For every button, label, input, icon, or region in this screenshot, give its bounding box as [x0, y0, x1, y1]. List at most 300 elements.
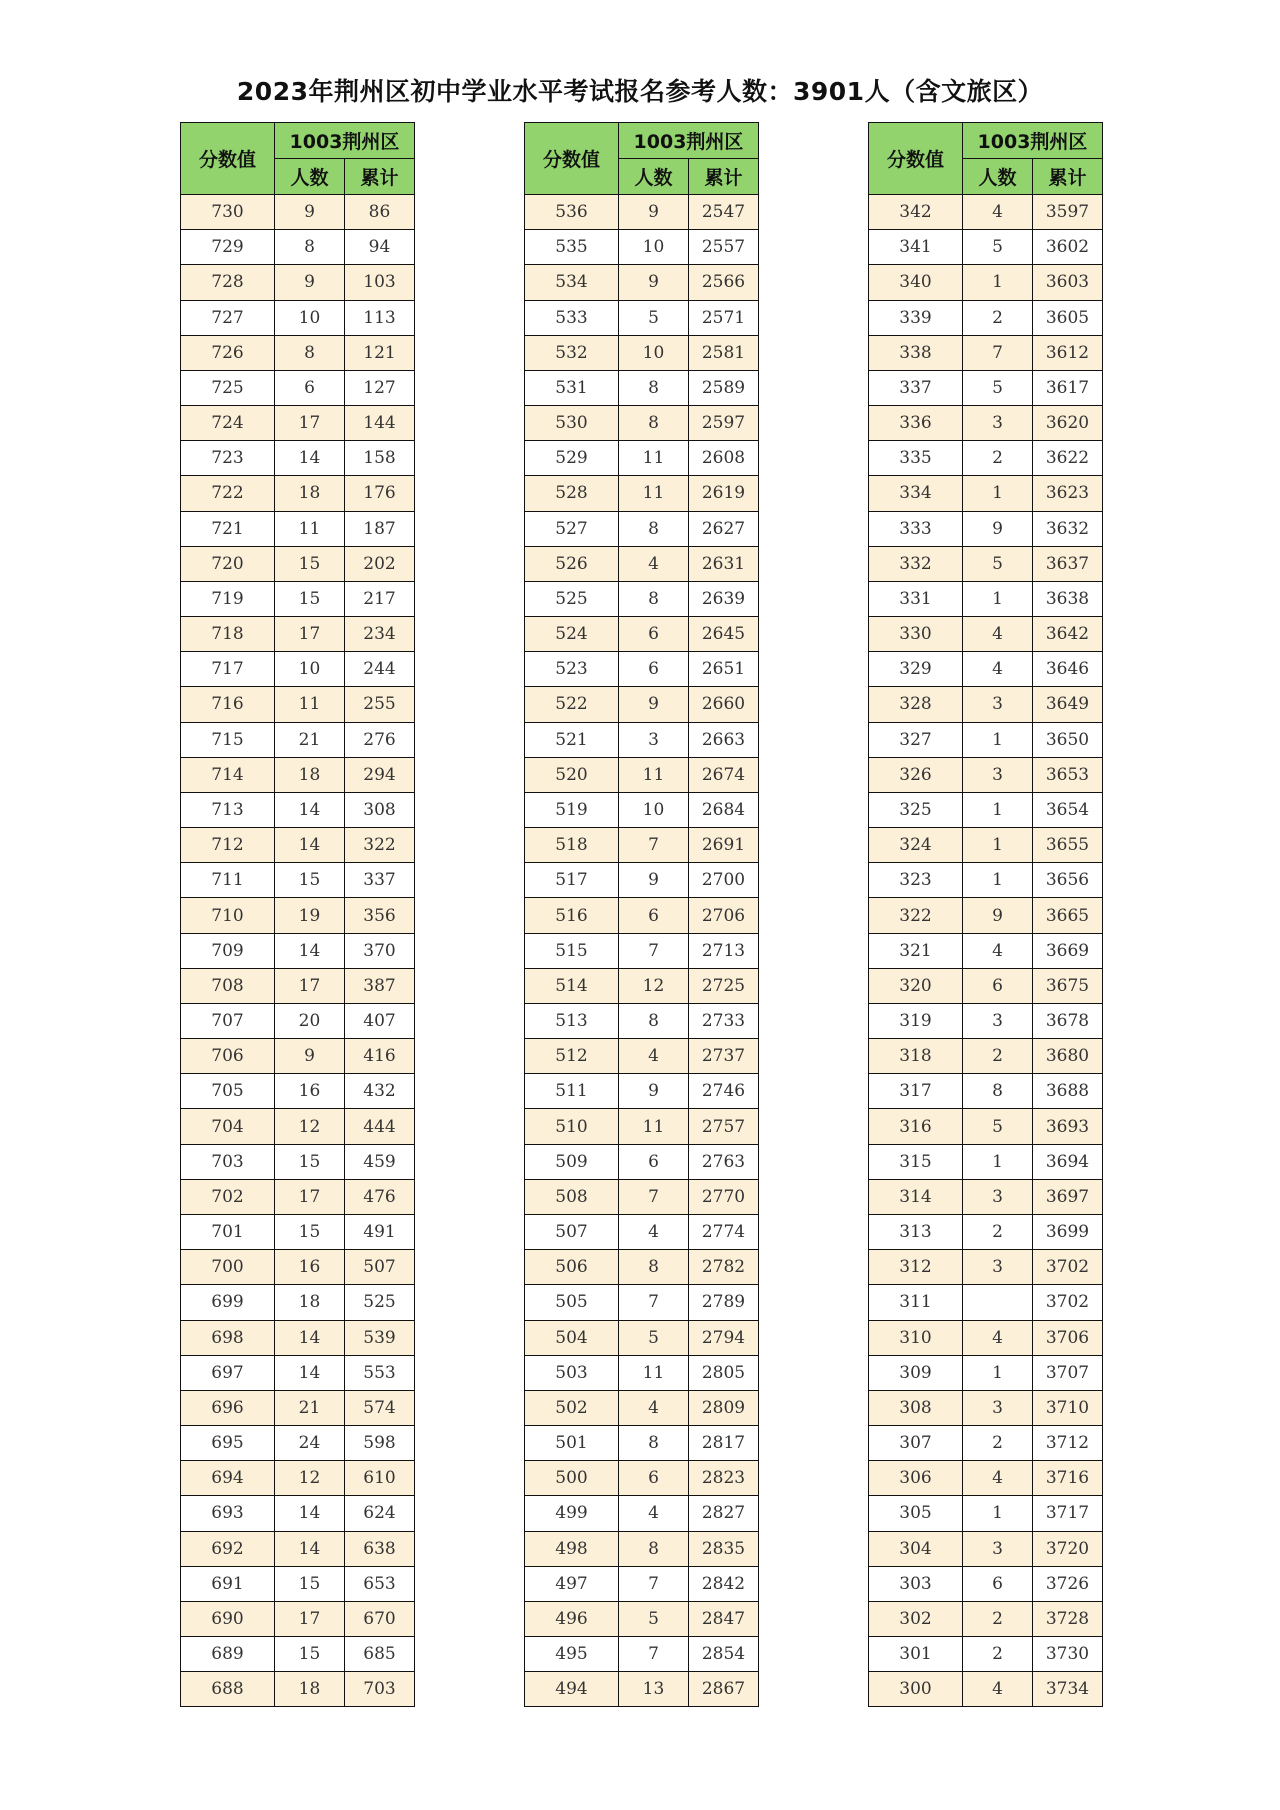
score-cell: 688 — [181, 1672, 275, 1707]
cumulative-cell: 294 — [345, 757, 415, 792]
count-cell: 7 — [619, 828, 689, 863]
count-cell: 11 — [619, 1355, 689, 1390]
cumulative-cell: 574 — [345, 1390, 415, 1425]
score-cell: 334 — [869, 476, 963, 511]
cumulative-cell: 2835 — [689, 1531, 759, 1566]
cumulative-cell: 2867 — [689, 1672, 759, 1707]
cumulative-cell: 3620 — [1033, 406, 1103, 441]
score-cell: 716 — [181, 687, 275, 722]
cumulative-cell: 539 — [345, 1320, 415, 1355]
table-row — [869, 1426, 1103, 1461]
score-cell: 336 — [869, 406, 963, 441]
count-cell: 3 — [963, 1003, 1033, 1038]
table-row — [869, 1601, 1103, 1636]
cumulative-cell: 3699 — [1033, 1214, 1103, 1249]
table-row — [525, 1109, 759, 1144]
cumulative-cell: 2789 — [689, 1285, 759, 1320]
count-cell: 2 — [963, 441, 1033, 476]
count-cell: 11 — [619, 1109, 689, 1144]
table-row — [525, 1003, 759, 1038]
cumulative-cell: 308 — [345, 792, 415, 827]
score-cell: 715 — [181, 722, 275, 757]
cumulative-cell: 444 — [345, 1109, 415, 1144]
cumulative-cell: 2847 — [689, 1601, 759, 1636]
count-cell: 9 — [963, 511, 1033, 546]
count-cell: 16 — [275, 1074, 345, 1109]
score-cell: 705 — [181, 1074, 275, 1109]
table-row — [869, 1320, 1103, 1355]
cumulative-cell: 121 — [345, 335, 415, 370]
cumulative-cell: 337 — [345, 863, 415, 898]
cumulative-cell: 3734 — [1033, 1672, 1103, 1707]
score-cell: 507 — [525, 1214, 619, 1249]
cumulative-cell: 234 — [345, 617, 415, 652]
count-cell: 10 — [619, 230, 689, 265]
cumulative-cell: 507 — [345, 1250, 415, 1285]
table-row — [181, 757, 415, 792]
score-cell: 509 — [525, 1144, 619, 1179]
score-cell: 502 — [525, 1390, 619, 1425]
cumulative-cell: 387 — [345, 968, 415, 1003]
table-row — [869, 1672, 1103, 1707]
count-cell: 4 — [963, 933, 1033, 968]
count-cell: 14 — [275, 1496, 345, 1531]
count-cell: 4 — [963, 195, 1033, 230]
count-cell: 7 — [963, 335, 1033, 370]
table-row — [181, 617, 415, 652]
score-cell: 533 — [525, 300, 619, 335]
cumulative-cell: 3730 — [1033, 1637, 1103, 1672]
table-row — [525, 546, 759, 581]
cumulative-cell: 2823 — [689, 1461, 759, 1496]
count-cell: 4 — [963, 652, 1033, 687]
table-row — [869, 441, 1103, 476]
cumulative-cell: 144 — [345, 406, 415, 441]
table-row — [181, 968, 415, 1003]
cumulative-cell: 2805 — [689, 1355, 759, 1390]
cumulative-cell: 3597 — [1033, 195, 1103, 230]
score-cell: 692 — [181, 1531, 275, 1566]
cumulative-cell: 3694 — [1033, 1144, 1103, 1179]
table-row — [525, 722, 759, 757]
cumulative-cell: 86 — [345, 195, 415, 230]
table-row — [181, 1390, 415, 1425]
table-row — [525, 1355, 759, 1390]
cumulative-cell: 3653 — [1033, 757, 1103, 792]
table-row — [525, 1039, 759, 1074]
cumulative-cell: 2684 — [689, 792, 759, 827]
cumulative-cell: 187 — [345, 511, 415, 546]
table-row — [525, 687, 759, 722]
cumulative-cell: 2746 — [689, 1074, 759, 1109]
table-row — [181, 652, 415, 687]
count-cell: 4 — [963, 1672, 1033, 1707]
table-row — [869, 863, 1103, 898]
score-cell: 337 — [869, 370, 963, 405]
table-row — [181, 1214, 415, 1249]
score-cell: 495 — [525, 1637, 619, 1672]
cumulative-cell: 3603 — [1033, 265, 1103, 300]
count-cell: 8 — [619, 511, 689, 546]
count-cell: 17 — [275, 968, 345, 1003]
cumulative-cell: 3675 — [1033, 968, 1103, 1003]
score-cell: 710 — [181, 898, 275, 933]
cumulative-cell: 653 — [345, 1566, 415, 1601]
count-cell: 8 — [619, 1250, 689, 1285]
cumulative-cell: 2571 — [689, 300, 759, 335]
table-row — [869, 300, 1103, 335]
score-cell: 301 — [869, 1637, 963, 1672]
count-cell: 18 — [275, 757, 345, 792]
cumulative-cell: 3680 — [1033, 1039, 1103, 1074]
cumulative-cell: 2827 — [689, 1496, 759, 1531]
table-row — [525, 441, 759, 476]
count-cell: 15 — [275, 1144, 345, 1179]
table-row — [181, 300, 415, 335]
table-row — [181, 581, 415, 616]
score-cell: 529 — [525, 441, 619, 476]
table-row — [869, 722, 1103, 757]
score-cell: 306 — [869, 1461, 963, 1496]
cumulative-cell: 356 — [345, 898, 415, 933]
score-cell: 331 — [869, 581, 963, 616]
score-cell: 302 — [869, 1601, 963, 1636]
count-cell: 4 — [963, 1461, 1033, 1496]
cumulative-cell: 3706 — [1033, 1320, 1103, 1355]
table-row — [181, 1461, 415, 1496]
table-row — [525, 1390, 759, 1425]
table-row — [525, 230, 759, 265]
table-row — [525, 265, 759, 300]
table-row — [869, 511, 1103, 546]
score-cell: 698 — [181, 1320, 275, 1355]
score-header: 分数值 — [869, 123, 963, 195]
table-row — [525, 1285, 759, 1320]
count-cell: 9 — [619, 195, 689, 230]
cumulative-cell: 2581 — [689, 335, 759, 370]
count-cell: 9 — [619, 687, 689, 722]
table-row — [869, 1531, 1103, 1566]
cumulative-cell: 2589 — [689, 370, 759, 405]
count-cell: 3 — [963, 1250, 1033, 1285]
count-cell: 6 — [619, 1144, 689, 1179]
count-cell: 7 — [619, 1179, 689, 1214]
count-cell: 1 — [963, 1496, 1033, 1531]
score-cell: 333 — [869, 511, 963, 546]
score-cell: 699 — [181, 1285, 275, 1320]
table-row — [869, 1214, 1103, 1249]
score-cell: 706 — [181, 1039, 275, 1074]
count-cell: 12 — [275, 1461, 345, 1496]
table-row — [181, 1355, 415, 1390]
score-table-3 — [868, 122, 1103, 1707]
score-cell: 724 — [181, 406, 275, 441]
table-row — [869, 652, 1103, 687]
score-cell: 330 — [869, 617, 963, 652]
score-cell: 317 — [869, 1074, 963, 1109]
cumulative-cell: 2817 — [689, 1426, 759, 1461]
score-cell: 704 — [181, 1109, 275, 1144]
score-cell: 691 — [181, 1566, 275, 1601]
cumulative-cell: 3622 — [1033, 441, 1103, 476]
table-row — [525, 1426, 759, 1461]
table-row — [869, 476, 1103, 511]
count-cell: 7 — [619, 933, 689, 968]
score-cell: 729 — [181, 230, 275, 265]
district-header: 1003荆州区 — [619, 123, 759, 159]
count-cell: 1 — [963, 828, 1033, 863]
count-cell: 14 — [275, 1320, 345, 1355]
count-cell: 21 — [275, 722, 345, 757]
cumulative-cell: 685 — [345, 1637, 415, 1672]
score-cell: 504 — [525, 1320, 619, 1355]
table-row — [525, 195, 759, 230]
count-cell: 9 — [275, 1039, 345, 1074]
score-cell: 728 — [181, 265, 275, 300]
table-row — [181, 1531, 415, 1566]
count-cell: 5 — [619, 1601, 689, 1636]
score-cell: 318 — [869, 1039, 963, 1074]
cumulative-cell: 624 — [345, 1496, 415, 1531]
cumulative-cell: 2725 — [689, 968, 759, 1003]
score-cell: 305 — [869, 1496, 963, 1531]
table-body — [869, 195, 1103, 1707]
table-row — [181, 1637, 415, 1672]
count-cell: 18 — [275, 1672, 345, 1707]
table-row — [869, 1496, 1103, 1531]
table-row — [869, 1637, 1103, 1672]
score-cell: 520 — [525, 757, 619, 792]
cumulative-cell: 3650 — [1033, 722, 1103, 757]
table-row — [869, 1461, 1103, 1496]
cumulative-header: 累计 — [1033, 159, 1103, 195]
score-cell: 525 — [525, 581, 619, 616]
score-cell: 320 — [869, 968, 963, 1003]
table-row — [869, 230, 1103, 265]
score-cell: 528 — [525, 476, 619, 511]
count-cell: 5 — [963, 1109, 1033, 1144]
cumulative-cell: 2651 — [689, 652, 759, 687]
count-cell: 2 — [963, 1601, 1033, 1636]
count-cell: 8 — [619, 1003, 689, 1038]
cumulative-cell: 2842 — [689, 1566, 759, 1601]
score-cell: 518 — [525, 828, 619, 863]
count-cell: 19 — [275, 898, 345, 933]
count-cell: 3 — [963, 1179, 1033, 1214]
score-cell: 324 — [869, 828, 963, 863]
score-cell: 702 — [181, 1179, 275, 1214]
score-cell: 517 — [525, 863, 619, 898]
count-cell: 8 — [619, 406, 689, 441]
cumulative-cell: 103 — [345, 265, 415, 300]
score-cell: 531 — [525, 370, 619, 405]
cumulative-cell: 255 — [345, 687, 415, 722]
score-cell: 505 — [525, 1285, 619, 1320]
table-row — [181, 1496, 415, 1531]
score-cell: 311 — [869, 1285, 963, 1320]
cumulative-cell: 2706 — [689, 898, 759, 933]
score-cell: 701 — [181, 1214, 275, 1249]
count-cell: 7 — [619, 1285, 689, 1320]
score-cell: 335 — [869, 441, 963, 476]
score-cell: 725 — [181, 370, 275, 405]
table-row — [181, 1672, 415, 1707]
count-cell: 8 — [619, 1426, 689, 1461]
score-cell: 332 — [869, 546, 963, 581]
score-table-2 — [524, 122, 759, 1707]
table-row — [869, 1179, 1103, 1214]
table-row — [181, 863, 415, 898]
table-row — [181, 1320, 415, 1355]
count-cell: 7 — [619, 1566, 689, 1601]
score-cell: 309 — [869, 1355, 963, 1390]
cumulative-cell: 2627 — [689, 511, 759, 546]
table-row — [181, 933, 415, 968]
score-cell: 328 — [869, 687, 963, 722]
score-cell: 497 — [525, 1566, 619, 1601]
cumulative-cell: 459 — [345, 1144, 415, 1179]
cumulative-cell: 2547 — [689, 195, 759, 230]
count-cell: 3 — [963, 757, 1033, 792]
cumulative-cell: 3697 — [1033, 1179, 1103, 1214]
count-cell: 4 — [963, 1320, 1033, 1355]
score-cell: 313 — [869, 1214, 963, 1249]
score-cell: 721 — [181, 511, 275, 546]
table-row — [525, 1531, 759, 1566]
count-cell: 10 — [619, 335, 689, 370]
count-cell: 15 — [275, 863, 345, 898]
cumulative-cell: 158 — [345, 441, 415, 476]
count-cell: 9 — [619, 265, 689, 300]
count-cell: 6 — [619, 652, 689, 687]
count-cell: 2 — [963, 1214, 1033, 1249]
cumulative-cell: 3642 — [1033, 617, 1103, 652]
cumulative-cell: 370 — [345, 933, 415, 968]
score-cell: 321 — [869, 933, 963, 968]
count-cell: 9 — [619, 1074, 689, 1109]
score-cell: 513 — [525, 1003, 619, 1038]
cumulative-cell: 3702 — [1033, 1250, 1103, 1285]
score-cell: 708 — [181, 968, 275, 1003]
table-row — [181, 265, 415, 300]
cumulative-cell: 2645 — [689, 617, 759, 652]
count-cell: 2 — [963, 1426, 1033, 1461]
count-cell: 2 — [963, 1637, 1033, 1672]
score-cell: 508 — [525, 1179, 619, 1214]
count-cell: 10 — [619, 792, 689, 827]
count-cell: 18 — [275, 1285, 345, 1320]
count-cell: 2 — [963, 1039, 1033, 1074]
table-row — [525, 476, 759, 511]
count-cell: 13 — [619, 1672, 689, 1707]
score-cell: 703 — [181, 1144, 275, 1179]
count-cell: 11 — [619, 441, 689, 476]
table-row — [181, 230, 415, 265]
table-row — [525, 1461, 759, 1496]
score-cell: 690 — [181, 1601, 275, 1636]
table-row — [181, 1250, 415, 1285]
score-cell: 526 — [525, 546, 619, 581]
score-cell: 326 — [869, 757, 963, 792]
count-cell: 6 — [275, 370, 345, 405]
score-cell: 325 — [869, 792, 963, 827]
cumulative-cell: 3612 — [1033, 335, 1103, 370]
cumulative-cell: 2639 — [689, 581, 759, 616]
score-cell: 307 — [869, 1426, 963, 1461]
count-cell: 5 — [619, 300, 689, 335]
count-header: 人数 — [963, 159, 1033, 195]
count-cell — [963, 1285, 1033, 1320]
count-cell: 1 — [963, 581, 1033, 616]
table-body — [525, 195, 759, 1707]
table-row — [525, 652, 759, 687]
score-header: 分数值 — [525, 123, 619, 195]
score-cell: 338 — [869, 335, 963, 370]
score-cell: 499 — [525, 1496, 619, 1531]
count-cell: 10 — [275, 652, 345, 687]
score-cell: 727 — [181, 300, 275, 335]
cumulative-cell: 2674 — [689, 757, 759, 792]
cumulative-cell: 3728 — [1033, 1601, 1103, 1636]
cumulative-cell: 2733 — [689, 1003, 759, 1038]
count-cell: 5 — [963, 370, 1033, 405]
count-cell: 7 — [619, 1637, 689, 1672]
score-cell: 535 — [525, 230, 619, 265]
cumulative-cell: 2608 — [689, 441, 759, 476]
count-cell: 11 — [275, 687, 345, 722]
score-cell: 308 — [869, 1390, 963, 1425]
score-cell: 498 — [525, 1531, 619, 1566]
cumulative-cell: 3710 — [1033, 1390, 1103, 1425]
score-cell: 722 — [181, 476, 275, 511]
table-row — [181, 441, 415, 476]
count-cell: 8 — [619, 1531, 689, 1566]
table-row — [181, 1074, 415, 1109]
score-cell: 519 — [525, 792, 619, 827]
count-cell: 14 — [275, 828, 345, 863]
cumulative-cell: 2660 — [689, 687, 759, 722]
count-cell: 11 — [275, 511, 345, 546]
cumulative-cell: 638 — [345, 1531, 415, 1566]
count-cell: 1 — [963, 722, 1033, 757]
score-cell: 689 — [181, 1637, 275, 1672]
count-cell: 9 — [275, 195, 345, 230]
count-cell: 1 — [963, 265, 1033, 300]
count-cell: 20 — [275, 1003, 345, 1038]
table-row — [869, 370, 1103, 405]
score-cell: 300 — [869, 1672, 963, 1707]
score-cell: 322 — [869, 898, 963, 933]
table-row — [525, 511, 759, 546]
table-row — [525, 933, 759, 968]
count-cell: 6 — [963, 968, 1033, 1003]
score-cell: 711 — [181, 863, 275, 898]
cumulative-cell: 3726 — [1033, 1566, 1103, 1601]
count-cell: 14 — [275, 441, 345, 476]
cumulative-cell: 3720 — [1033, 1531, 1103, 1566]
table-row — [525, 792, 759, 827]
table-row — [525, 581, 759, 616]
count-cell: 8 — [275, 230, 345, 265]
cumulative-cell: 3646 — [1033, 652, 1103, 687]
table-row — [525, 828, 759, 863]
score-cell: 695 — [181, 1426, 275, 1461]
count-cell: 3 — [963, 406, 1033, 441]
cumulative-cell: 2809 — [689, 1390, 759, 1425]
count-cell: 10 — [275, 300, 345, 335]
cumulative-cell: 2794 — [689, 1320, 759, 1355]
table-row — [181, 511, 415, 546]
